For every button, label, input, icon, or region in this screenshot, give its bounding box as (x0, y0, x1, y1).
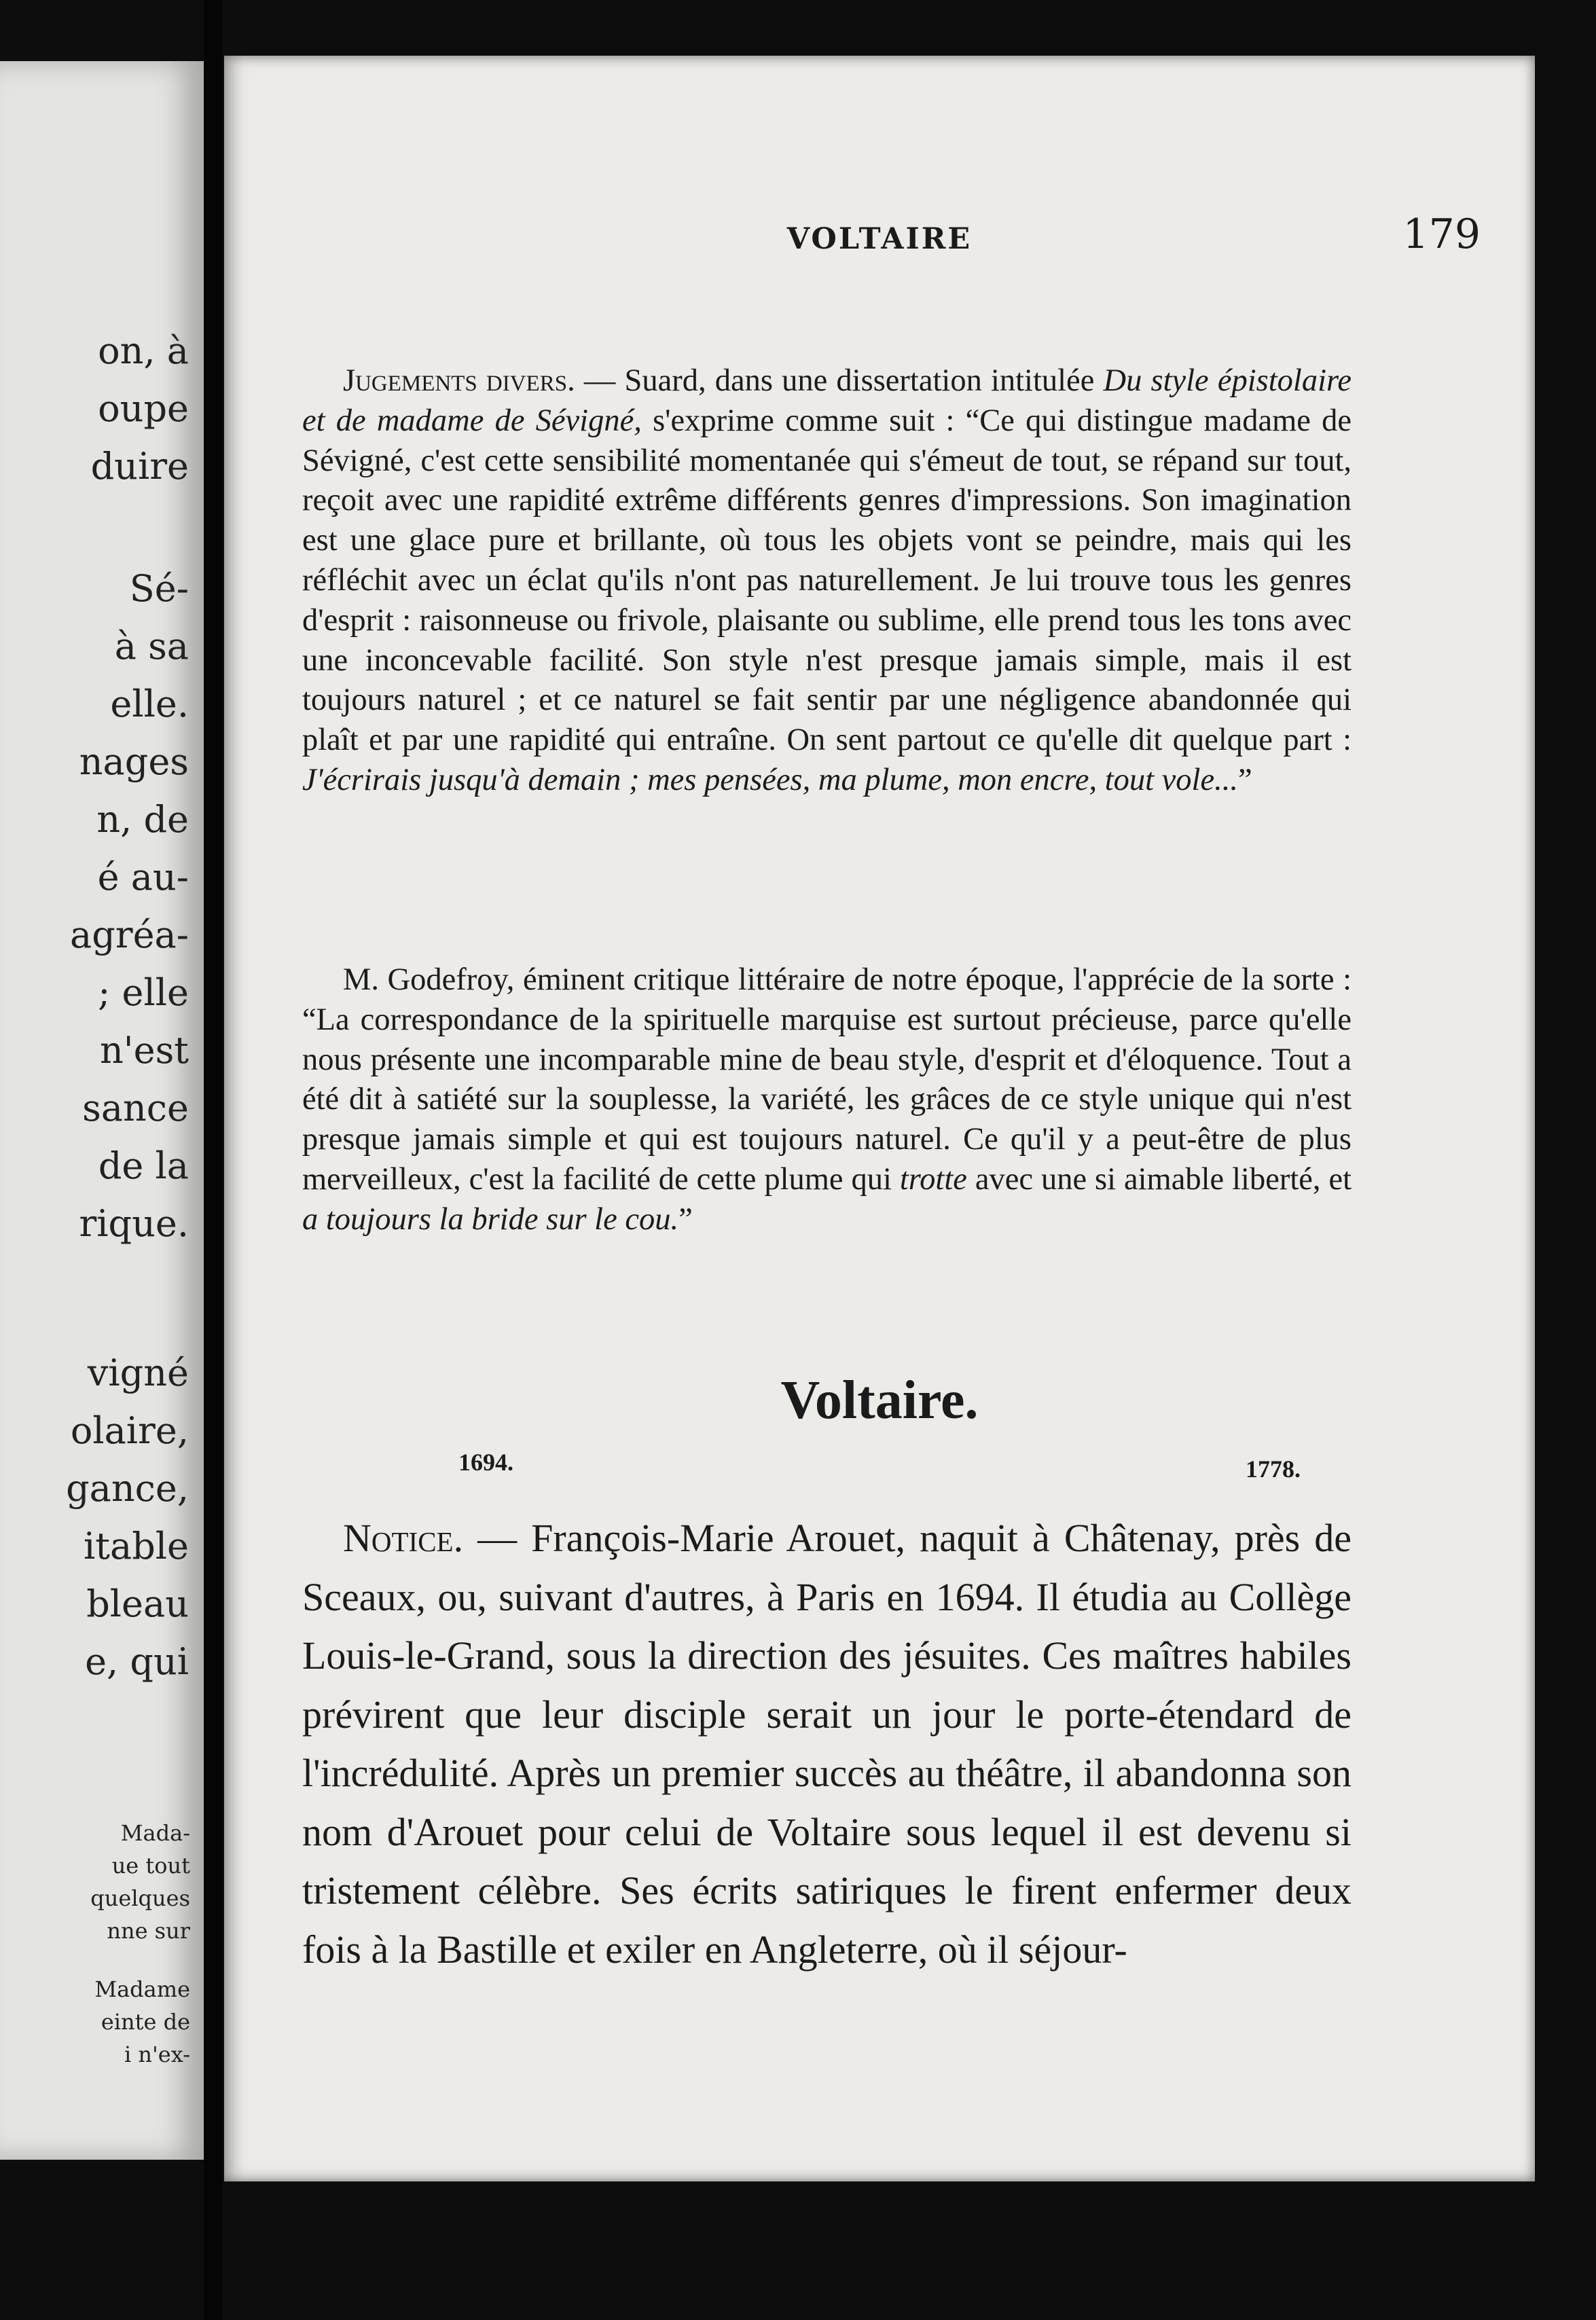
facing-page-footnote: nne sur (107, 1918, 190, 1944)
facing-page-line: on, à (98, 329, 189, 372)
facing-page-footnote: einte de (101, 2009, 190, 2035)
facing-page-line: agréa- (70, 913, 189, 956)
facing-page-line: sance (82, 1087, 189, 1129)
chapter-heading: Voltaire. (780, 1371, 979, 1430)
paragraph-suard (302, 361, 1352, 801)
facing-page-line: gance, (66, 1467, 189, 1510)
birth-year: 1694. (458, 1449, 513, 1476)
facing-page-line: à sa (114, 625, 189, 668)
facing-page-line: ; elle (98, 971, 189, 1014)
text-run: M. Godefroy, éminent critique littéraire de notre époque, l'apprécie de la sorte : “La correspondance de la spirituelle marquise est surtout précieuse, parce qu'elle nous présente une incomparable mine de beau style, d'esprit et d'éloquence. Tout a été dit à satiété sur la souplesse, la variété, les grâces de ce style unique qui n'est presque jamais simple et qui est toujours naturel. Ce qu'il y a peut-être de plus merveilleux, c'est la facilité de cette plume qui (302, 962, 1352, 1197)
paragraph-notice (302, 1509, 1352, 1979)
text-run: — François-Marie Arouet, naquit à Châtenay, près de Sceaux, ou, suivant d'autres, à Paris en 1694. Il étudia au Collège Louis-le-Grand, sous la direction des jésuites. Ces maîtres habiles prévirent que leur disciple serait un jour le porte-étendard de l'incrédulité. Après un premier succès au théâtre, il abandonna son nom d'Arouet pour celui de Voltaire sous lequel il est devenu si tristement célèbre. Ses écrits satiriques le firent enfermer deux fois à la Bastille et exiler en Angleterre, où il séjour- (302, 1516, 1352, 1972)
facing-page-line: itable (84, 1525, 189, 1567)
text-run: s'exprime comme suit : “Ce qui distingue madame de Sévigné, c'est cette sensibilité momentanée qui s'émeut de tout, se répand sur tout, reçoit avec une rapidité extrême différents genres d'impressions. Son imagination est une glace pure et brillante, où tous les objets vont se peindre, mais qui les réfléchit avec un éclat qu'ils n'ont pas naturellement. Je lui trouve tous les genres d'esprit : raisonneuse ou frivole, plaisante ou sublime, elle prend tous les tons avec une inconcevable facilité. Son style n'est presque jamais simple, mais il est toujours naturel ; et ce naturel se fait sentir par une négligence abandonnée qui plaît et par une rapidité qui entraîne. On sent partout ce qu'elle dit quelque part : (302, 403, 1352, 758)
facing-page-line: n'est (100, 1029, 189, 1072)
running-head: VOLTAIRE (786, 222, 973, 256)
text-run: avec une si aimable liberté, et (966, 1161, 1352, 1197)
facing-page-line: elle. (110, 683, 189, 725)
facing-page-line: rique. (79, 1202, 189, 1245)
emphasis: a toujours la bride sur le cou. (302, 1201, 679, 1237)
text-run: — Suard, dans une dissertation intitulée (575, 363, 1104, 398)
facing-page-footnote: Mada- (120, 1820, 190, 1846)
facing-page-line: é au- (97, 856, 189, 899)
section-lead: Notice. (343, 1516, 464, 1560)
facing-page-line: Sé- (129, 567, 189, 610)
facing-page-footnote: i n'ex- (124, 2042, 190, 2067)
text-run: ” (1238, 762, 1252, 797)
book-gutter (204, 0, 223, 2320)
facing-page-line: oupe (98, 387, 189, 430)
facing-page-line: e, qui (85, 1640, 189, 1683)
facing-page-line: de la (98, 1144, 189, 1187)
book-title: Du style épistolaire et de madame de Sévigné, (302, 363, 1352, 438)
paragraph-godefroy (302, 960, 1352, 1240)
facing-page-line: duire (90, 445, 189, 488)
facing-page-line: olaire, (70, 1409, 189, 1452)
facing-page (0, 61, 204, 2160)
facing-page-line: vigné (87, 1352, 189, 1394)
facing-page-line: bleau (86, 1582, 189, 1625)
facing-page-line: nages (79, 740, 189, 783)
facing-page-line: n, de (96, 798, 189, 841)
quotation: J'écrirais jusqu'à demain ; mes pensées, ma plume, mon encre, tout vole... (302, 762, 1238, 797)
page-number: 179 (1402, 211, 1481, 258)
section-lead: Jugements divers. (343, 363, 575, 398)
facing-page-footnote: quelques (90, 1885, 190, 1911)
facing-page-footnote: Madame (94, 1976, 190, 2002)
book-page (224, 56, 1535, 2181)
death-year: 1778. (1246, 1455, 1301, 1483)
text-run: ” (678, 1201, 693, 1237)
emphasis: trotte (899, 1161, 967, 1197)
facing-page-footnote: ue tout (111, 1853, 190, 1879)
